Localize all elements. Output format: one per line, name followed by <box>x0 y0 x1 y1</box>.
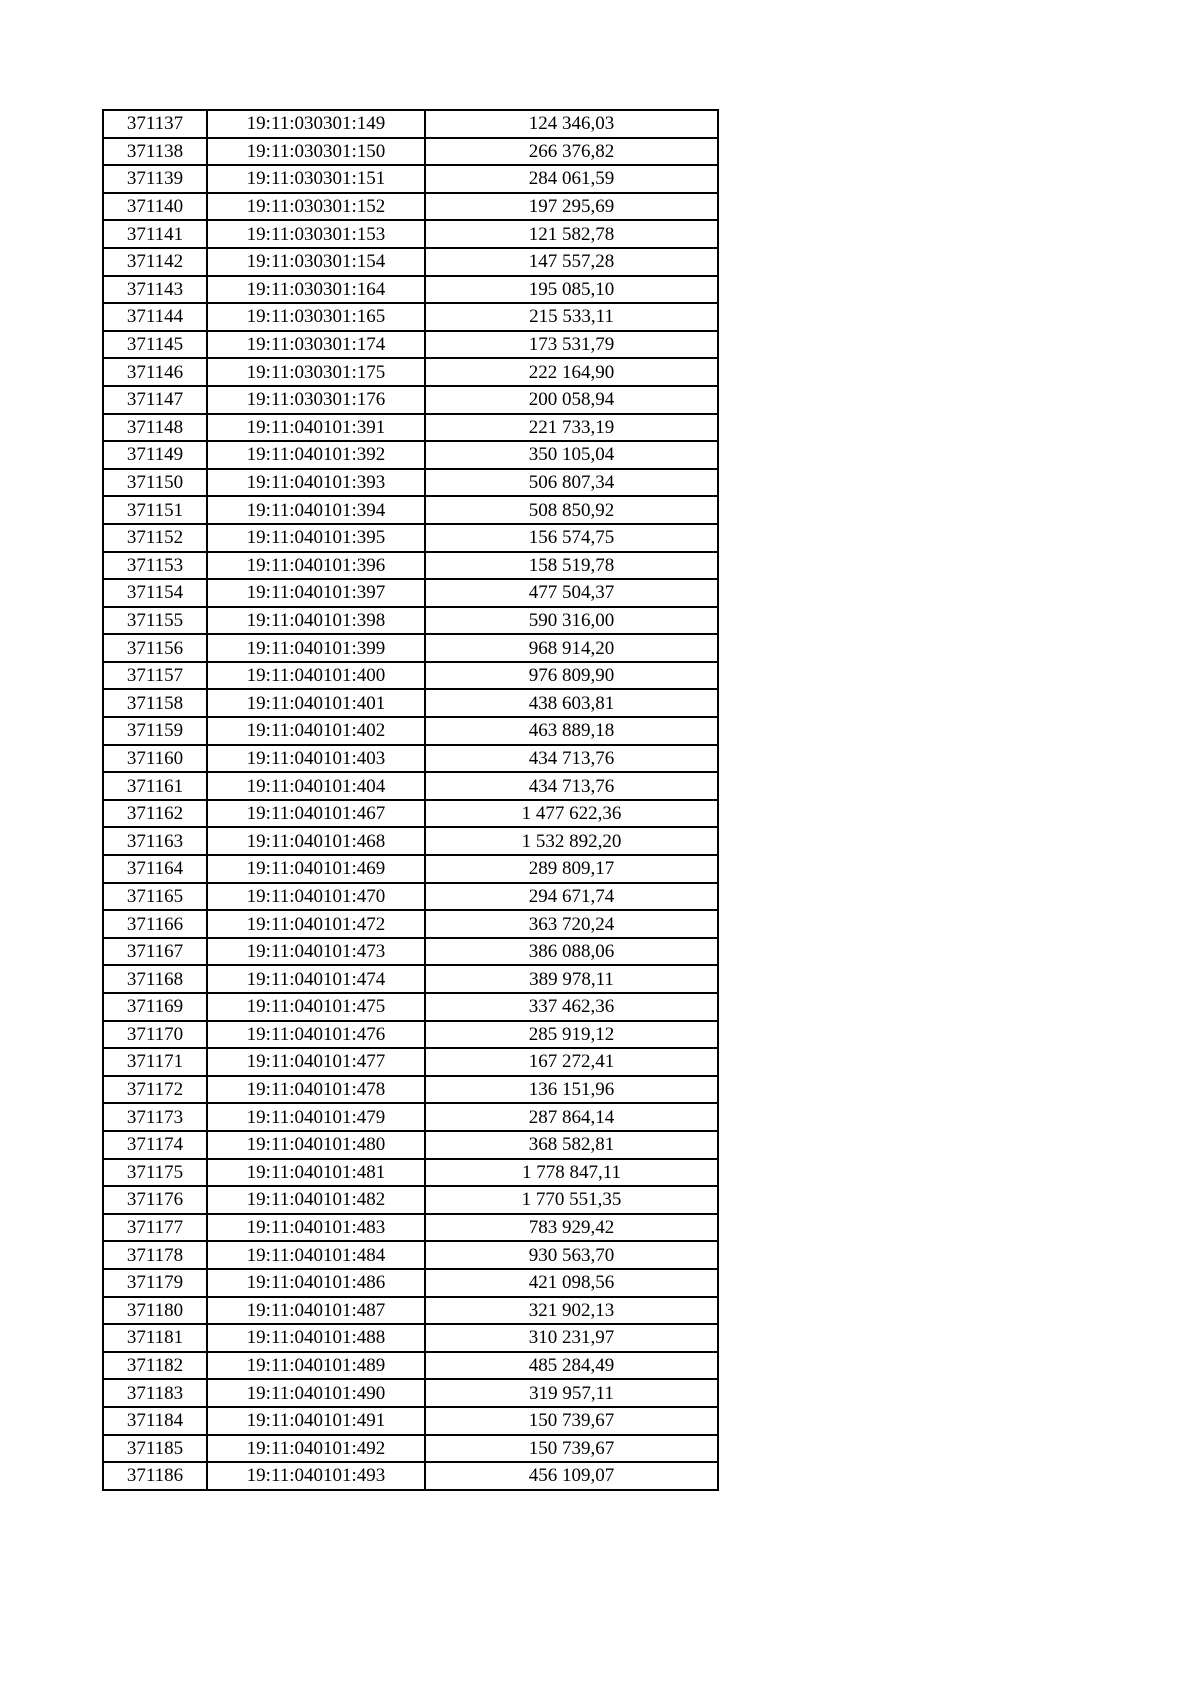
value-cell: 1 778 847,11 <box>425 1159 718 1187</box>
row-number-cell: 371174 <box>103 1131 207 1159</box>
cadastral-number-cell: 19:11:040101:473 <box>207 938 425 966</box>
row-number-cell: 371166 <box>103 910 207 938</box>
value-cell: 485 284,49 <box>425 1352 718 1380</box>
row-number-cell: 371178 <box>103 1241 207 1269</box>
table-row <box>103 1214 718 1242</box>
cadastral-number-cell: 19:11:040101:402 <box>207 717 425 745</box>
table-row <box>103 220 718 248</box>
table-row <box>103 1021 718 1049</box>
value-cell: 147 557,28 <box>425 248 718 276</box>
cadastral-number-cell: 19:11:040101:470 <box>207 883 425 911</box>
table-row <box>103 386 718 414</box>
table-row <box>103 1435 718 1463</box>
row-number-cell: 371186 <box>103 1462 207 1490</box>
cadastral-number-cell: 19:11:040101:399 <box>207 634 425 662</box>
cadastral-number-cell: 19:11:040101:398 <box>207 607 425 635</box>
table-row <box>103 1076 718 1104</box>
row-number-cell: 371179 <box>103 1269 207 1297</box>
table-row <box>103 607 718 635</box>
cadastral-number-cell: 19:11:040101:484 <box>207 1241 425 1269</box>
value-cell: 363 720,24 <box>425 910 718 938</box>
cadastral-number-cell: 19:11:040101:486 <box>207 1269 425 1297</box>
row-number-cell: 371142 <box>103 248 207 276</box>
row-number-cell: 371140 <box>103 193 207 221</box>
cadastral-number-cell: 19:11:040101:478 <box>207 1076 425 1104</box>
row-number-cell: 371141 <box>103 220 207 248</box>
table-row <box>103 1103 718 1131</box>
value-cell: 136 151,96 <box>425 1076 718 1104</box>
row-number-cell: 371175 <box>103 1159 207 1187</box>
value-cell: 506 807,34 <box>425 469 718 497</box>
cadastral-number-cell: 19:11:030301:164 <box>207 276 425 304</box>
table-row <box>103 800 718 828</box>
value-cell: 124 346,03 <box>425 110 718 138</box>
table-row <box>103 717 718 745</box>
row-number-cell: 371182 <box>103 1352 207 1380</box>
row-number-cell: 371184 <box>103 1407 207 1435</box>
row-number-cell: 371137 <box>103 110 207 138</box>
table-row <box>103 1159 718 1187</box>
row-number-cell: 371160 <box>103 745 207 773</box>
table-row <box>103 441 718 469</box>
cadastral-number-cell: 19:11:030301:150 <box>207 138 425 166</box>
row-number-cell: 371168 <box>103 965 207 993</box>
cadastral-number-cell: 19:11:030301:151 <box>207 165 425 193</box>
cadastral-number-cell: 19:11:040101:477 <box>207 1048 425 1076</box>
value-cell: 321 902,13 <box>425 1297 718 1325</box>
table-row <box>103 579 718 607</box>
cadastral-number-cell: 19:11:040101:476 <box>207 1021 425 1049</box>
row-number-cell: 371176 <box>103 1186 207 1214</box>
value-cell: 195 085,10 <box>425 276 718 304</box>
cadastral-number-cell: 19:11:040101:474 <box>207 965 425 993</box>
row-number-cell: 371183 <box>103 1379 207 1407</box>
value-cell: 386 088,06 <box>425 938 718 966</box>
table-row <box>103 662 718 690</box>
value-cell: 1 770 551,35 <box>425 1186 718 1214</box>
value-cell: 173 531,79 <box>425 331 718 359</box>
table-row <box>103 938 718 966</box>
value-cell: 266 376,82 <box>425 138 718 166</box>
table-row <box>103 165 718 193</box>
table-row <box>103 1407 718 1435</box>
cadastral-number-cell: 19:11:040101:475 <box>207 993 425 1021</box>
cadastral-number-cell: 19:11:030301:174 <box>207 331 425 359</box>
table-row <box>103 248 718 276</box>
table-row <box>103 1324 718 1352</box>
cadastral-number-cell: 19:11:040101:392 <box>207 441 425 469</box>
cadastral-number-cell: 19:11:040101:481 <box>207 1159 425 1187</box>
cadastral-number-cell: 19:11:040101:480 <box>207 1131 425 1159</box>
row-number-cell: 371150 <box>103 469 207 497</box>
cadastral-number-cell: 19:11:030301:153 <box>207 220 425 248</box>
value-cell: 222 164,90 <box>425 358 718 386</box>
value-cell: 310 231,97 <box>425 1324 718 1352</box>
row-number-cell: 371170 <box>103 1021 207 1049</box>
cadastral-number-cell: 19:11:040101:397 <box>207 579 425 607</box>
row-number-cell: 371152 <box>103 524 207 552</box>
value-cell: 215 533,11 <box>425 303 718 331</box>
cadastral-number-cell: 19:11:040101:468 <box>207 827 425 855</box>
row-number-cell: 371156 <box>103 634 207 662</box>
value-cell: 438 603,81 <box>425 689 718 717</box>
row-number-cell: 371165 <box>103 883 207 911</box>
cadastral-number-cell: 19:11:030301:154 <box>207 248 425 276</box>
table-row <box>103 1131 718 1159</box>
value-cell: 319 957,11 <box>425 1379 718 1407</box>
row-number-cell: 371163 <box>103 827 207 855</box>
cadastral-number-cell: 19:11:040101:493 <box>207 1462 425 1490</box>
table-row <box>103 1269 718 1297</box>
table-row <box>103 993 718 1021</box>
value-cell: 1 477 622,36 <box>425 800 718 828</box>
value-cell: 976 809,90 <box>425 662 718 690</box>
value-cell: 156 574,75 <box>425 524 718 552</box>
table-row <box>103 855 718 883</box>
cadastral-number-cell: 19:11:040101:393 <box>207 469 425 497</box>
value-cell: 197 295,69 <box>425 193 718 221</box>
table-body <box>103 110 718 1490</box>
row-number-cell: 371147 <box>103 386 207 414</box>
row-number-cell: 371181 <box>103 1324 207 1352</box>
cadastral-number-cell: 19:11:040101:400 <box>207 662 425 690</box>
cadastral-number-cell: 19:11:040101:487 <box>207 1297 425 1325</box>
row-number-cell: 371167 <box>103 938 207 966</box>
value-cell: 463 889,18 <box>425 717 718 745</box>
row-number-cell: 371161 <box>103 772 207 800</box>
value-cell: 434 713,76 <box>425 772 718 800</box>
cadastral-number-cell: 19:11:040101:394 <box>207 496 425 524</box>
table-row <box>103 524 718 552</box>
data-table <box>102 109 719 1491</box>
cadastral-number-cell: 19:11:040101:483 <box>207 1214 425 1242</box>
value-cell: 121 582,78 <box>425 220 718 248</box>
table-row <box>103 634 718 662</box>
value-cell: 1 532 892,20 <box>425 827 718 855</box>
value-cell: 221 733,19 <box>425 414 718 442</box>
table-row <box>103 883 718 911</box>
cadastral-number-cell: 19:11:040101:491 <box>207 1407 425 1435</box>
row-number-cell: 371145 <box>103 331 207 359</box>
cadastral-number-cell: 19:11:030301:165 <box>207 303 425 331</box>
table-row <box>103 303 718 331</box>
row-number-cell: 371169 <box>103 993 207 1021</box>
value-cell: 508 850,92 <box>425 496 718 524</box>
value-cell: 150 739,67 <box>425 1407 718 1435</box>
value-cell: 289 809,17 <box>425 855 718 883</box>
row-number-cell: 371162 <box>103 800 207 828</box>
table-row <box>103 910 718 938</box>
cadastral-number-cell: 19:11:040101:489 <box>207 1352 425 1380</box>
cadastral-number-cell: 19:11:040101:482 <box>207 1186 425 1214</box>
cadastral-number-cell: 19:11:030301:149 <box>207 110 425 138</box>
cadastral-number-cell: 19:11:040101:469 <box>207 855 425 883</box>
table-row <box>103 110 718 138</box>
table-row <box>103 1462 718 1490</box>
cadastral-number-cell: 19:11:040101:403 <box>207 745 425 773</box>
value-cell: 368 582,81 <box>425 1131 718 1159</box>
value-cell: 421 098,56 <box>425 1269 718 1297</box>
row-number-cell: 371154 <box>103 579 207 607</box>
table-row <box>103 689 718 717</box>
row-number-cell: 371155 <box>103 607 207 635</box>
table-row <box>103 358 718 386</box>
table-row <box>103 1241 718 1269</box>
row-number-cell: 371164 <box>103 855 207 883</box>
value-cell: 285 919,12 <box>425 1021 718 1049</box>
row-number-cell: 371148 <box>103 414 207 442</box>
table-row <box>103 745 718 773</box>
cadastral-number-cell: 19:11:040101:404 <box>207 772 425 800</box>
value-cell: 350 105,04 <box>425 441 718 469</box>
row-number-cell: 371151 <box>103 496 207 524</box>
table-row <box>103 827 718 855</box>
table-row <box>103 1048 718 1076</box>
row-number-cell: 371159 <box>103 717 207 745</box>
cadastral-number-cell: 19:11:040101:488 <box>207 1324 425 1352</box>
table-row <box>103 1186 718 1214</box>
cadastral-number-cell: 19:11:040101:472 <box>207 910 425 938</box>
value-cell: 167 272,41 <box>425 1048 718 1076</box>
cadastral-number-cell: 19:11:040101:492 <box>207 1435 425 1463</box>
table-row <box>103 1379 718 1407</box>
value-cell: 337 462,36 <box>425 993 718 1021</box>
row-number-cell: 371185 <box>103 1435 207 1463</box>
cadastral-number-cell: 19:11:040101:467 <box>207 800 425 828</box>
row-number-cell: 371149 <box>103 441 207 469</box>
cadastral-number-cell: 19:11:040101:396 <box>207 552 425 580</box>
value-cell: 434 713,76 <box>425 745 718 773</box>
table-row <box>103 469 718 497</box>
row-number-cell: 371143 <box>103 276 207 304</box>
value-cell: 287 864,14 <box>425 1103 718 1131</box>
cadastral-number-cell: 19:11:030301:152 <box>207 193 425 221</box>
value-cell: 477 504,37 <box>425 579 718 607</box>
value-cell: 284 061,59 <box>425 165 718 193</box>
cadastral-number-cell: 19:11:040101:490 <box>207 1379 425 1407</box>
table-row <box>103 331 718 359</box>
row-number-cell: 371173 <box>103 1103 207 1131</box>
table-row <box>103 552 718 580</box>
value-cell: 200 058,94 <box>425 386 718 414</box>
table-row <box>103 1297 718 1325</box>
value-cell: 456 109,07 <box>425 1462 718 1490</box>
row-number-cell: 371177 <box>103 1214 207 1242</box>
cadastral-number-cell: 19:11:040101:391 <box>207 414 425 442</box>
row-number-cell: 371180 <box>103 1297 207 1325</box>
row-number-cell: 371146 <box>103 358 207 386</box>
row-number-cell: 371172 <box>103 1076 207 1104</box>
table-row <box>103 1352 718 1380</box>
value-cell: 968 914,20 <box>425 634 718 662</box>
value-cell: 150 739,67 <box>425 1435 718 1463</box>
table-row <box>103 965 718 993</box>
table-row <box>103 276 718 304</box>
cadastral-number-cell: 19:11:040101:395 <box>207 524 425 552</box>
value-cell: 930 563,70 <box>425 1241 718 1269</box>
table-row <box>103 772 718 800</box>
row-number-cell: 371138 <box>103 138 207 166</box>
value-cell: 158 519,78 <box>425 552 718 580</box>
table-row <box>103 138 718 166</box>
row-number-cell: 371144 <box>103 303 207 331</box>
value-cell: 294 671,74 <box>425 883 718 911</box>
cadastral-number-cell: 19:11:030301:175 <box>207 358 425 386</box>
row-number-cell: 371139 <box>103 165 207 193</box>
row-number-cell: 371158 <box>103 689 207 717</box>
value-cell: 783 929,42 <box>425 1214 718 1242</box>
value-cell: 389 978,11 <box>425 965 718 993</box>
cadastral-number-cell: 19:11:040101:401 <box>207 689 425 717</box>
table-row <box>103 414 718 442</box>
row-number-cell: 371153 <box>103 552 207 580</box>
row-number-cell: 371157 <box>103 662 207 690</box>
value-cell: 590 316,00 <box>425 607 718 635</box>
table-row <box>103 496 718 524</box>
table-row <box>103 193 718 221</box>
row-number-cell: 371171 <box>103 1048 207 1076</box>
cadastral-number-cell: 19:11:040101:479 <box>207 1103 425 1131</box>
cadastral-number-cell: 19:11:030301:176 <box>207 386 425 414</box>
